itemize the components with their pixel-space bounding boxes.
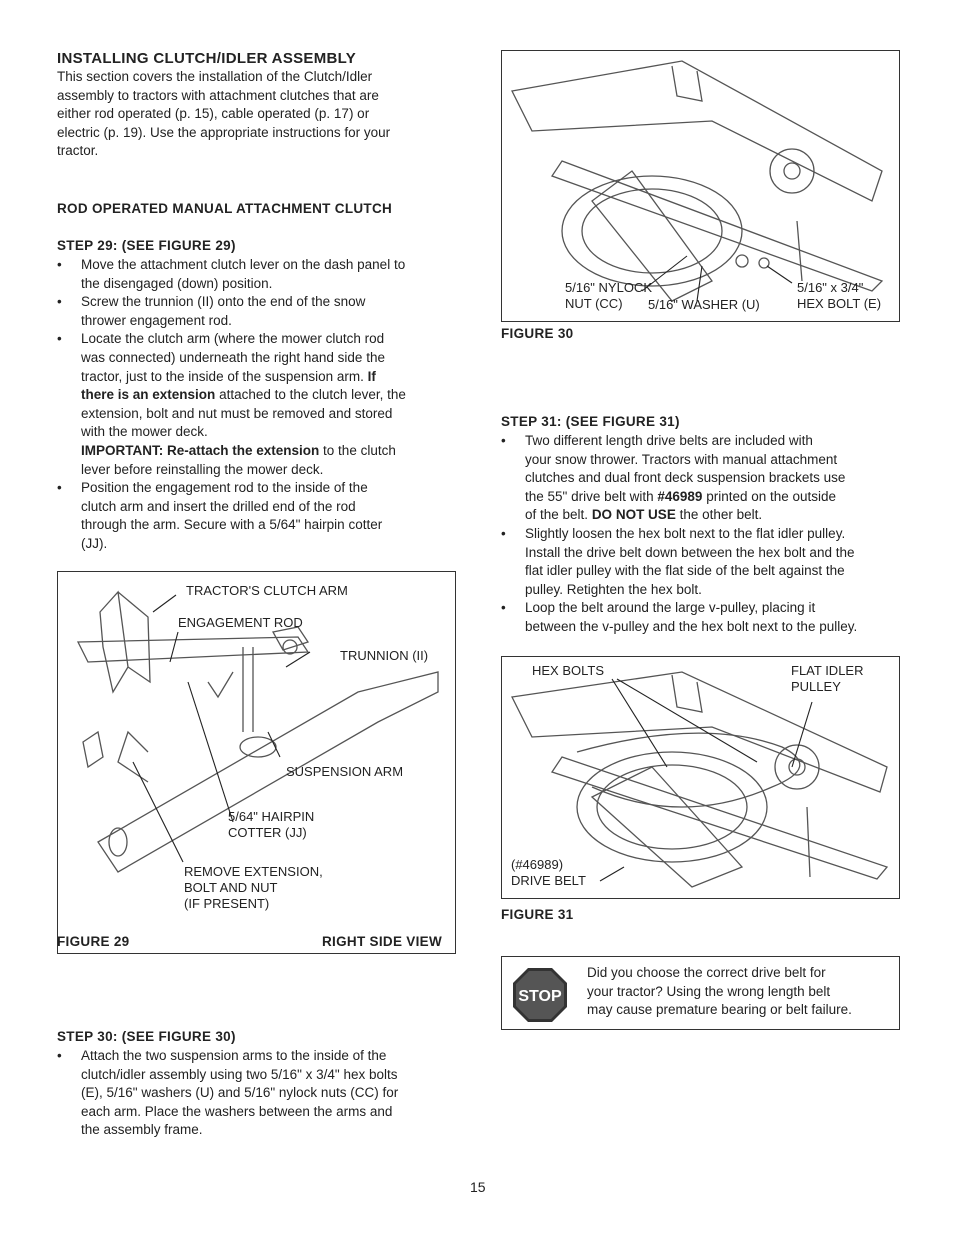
label-engagement-rod: ENGAGEMENT ROD xyxy=(178,615,303,630)
section-title: INSTALLING CLUTCH/IDLER ASSEMBLY xyxy=(57,50,357,67)
label-tractor-clutch-arm: TRACTOR'S CLUTCH ARM xyxy=(186,583,348,598)
figure-29-illustration xyxy=(57,571,456,954)
step30-heading: STEP 30: (SEE FIGURE 30) xyxy=(57,1029,236,1044)
label-hairpin: 5/64" HAIRPIN COTTER (JJ) xyxy=(228,809,315,840)
list-item: • Attach the two suspension arms to the inside of the clutch/idler assembly using two 5/16" x 3/4" hex bolts (E), 5/16" washers (U) and 5/16" nylock nuts (CC) for each arm. Place the washers between the arms and the assembly frame. xyxy=(57,1048,399,1138)
label-flat-idler: FLAT IDLER PULLEY xyxy=(791,663,864,694)
label-hex-bolt: 5/16" x 3/4" HEX BOLT (E) xyxy=(797,280,882,311)
figure-29-view: RIGHT SIDE VIEW xyxy=(322,934,443,949)
label-drive-belt: (#46989) DRIVE BELT xyxy=(511,857,586,888)
step31-bullets xyxy=(501,432,921,637)
list-item: • Locate the clutch arm (where the mower clutch rod was connected) underneath the right hand side the tractor, just to the inside of the suspension arm. If there is an extension attached to the clutch lever, the extension, bolt and nut must be removed and stored with the mower deck. IMPORTANT: Re-attach the extension to the clutch lever before reinstalling the mower deck. xyxy=(57,331,406,477)
label-nylock-nut: 5/16" NYLOCK NUT (CC) xyxy=(565,280,652,311)
figure-30-illustration xyxy=(501,50,900,322)
svg-text:STOP: STOP xyxy=(518,988,562,1005)
label-remove-extension: REMOVE EXTENSION, BOLT AND NUT (IF PRESENT) xyxy=(184,864,323,911)
figure-31-illustration xyxy=(501,656,900,899)
stop-sign-icon xyxy=(512,967,568,1023)
list-item: • Move the attachment clutch lever on the dash panel to the disengaged (down) position. xyxy=(57,257,406,291)
list-item: • Two different length drive belts are included with your snow thrower. Tractors with manual attachment clutches and dual front deck suspension brackets use the 55" drive belt with #46989 printed on the outside of the belt. DO NOT USE the other belt. xyxy=(501,433,846,523)
step29-heading: STEP 29: (SEE FIGURE 29) xyxy=(57,238,236,253)
stop-warning-text: Did you choose the correct drive belt for your tractor? Using the wrong length belt may cause premature bearing or belt failure. xyxy=(587,965,852,1018)
list-item: • Slightly loosen the hex bolt next to the flat idler pulley. Install the drive belt down between the hex bolt and the flat idler pulley with the flat side of the belt against the pulley. Retighten the hex bolt. xyxy=(501,525,855,597)
step30-bullets xyxy=(57,1047,467,1140)
figure-31-caption: FIGURE 31 xyxy=(501,907,574,922)
label-trunnion: TRUNNION (II) xyxy=(340,648,429,663)
step31-heading: STEP 31: (SEE FIGURE 31) xyxy=(501,414,680,429)
list-item: • Screw the trunnion (II) onto the end of the snow thrower engagement rod. xyxy=(57,294,366,328)
step29-bullets xyxy=(57,256,467,554)
list-item: • Loop the belt around the large v-pulley, placing it between the v-pulley and the hex bolt next to the pulley. xyxy=(501,600,858,634)
intro-paragraph: This section covers the installation of the Clutch/Idler assembly to tractors with attachment clutches that are either rod operated (p. 15), cable operated (p. 17) or electric (p. 19). Use the appropriate instructions for your tractor. xyxy=(57,69,391,159)
figure-29-caption: FIGURE 29 xyxy=(57,934,130,949)
page-number: 15 xyxy=(470,1179,486,1195)
subsection-heading: ROD OPERATED MANUAL ATTACHMENT CLUTCH xyxy=(57,201,393,216)
label-suspension-arm: SUSPENSION ARM xyxy=(286,764,404,779)
stop-warning-box xyxy=(501,956,900,1030)
label-washer: 5/16" WASHER (U) xyxy=(648,297,760,312)
list-item: • Position the engagement rod to the inside of the clutch arm and insert the drilled end of the rod through the arm. Secure with a 5/64" hairpin cotter (JJ). xyxy=(57,480,383,551)
figure-30-caption: FIGURE 30 xyxy=(501,326,574,341)
label-hex-bolts: HEX BOLTS xyxy=(532,663,605,678)
